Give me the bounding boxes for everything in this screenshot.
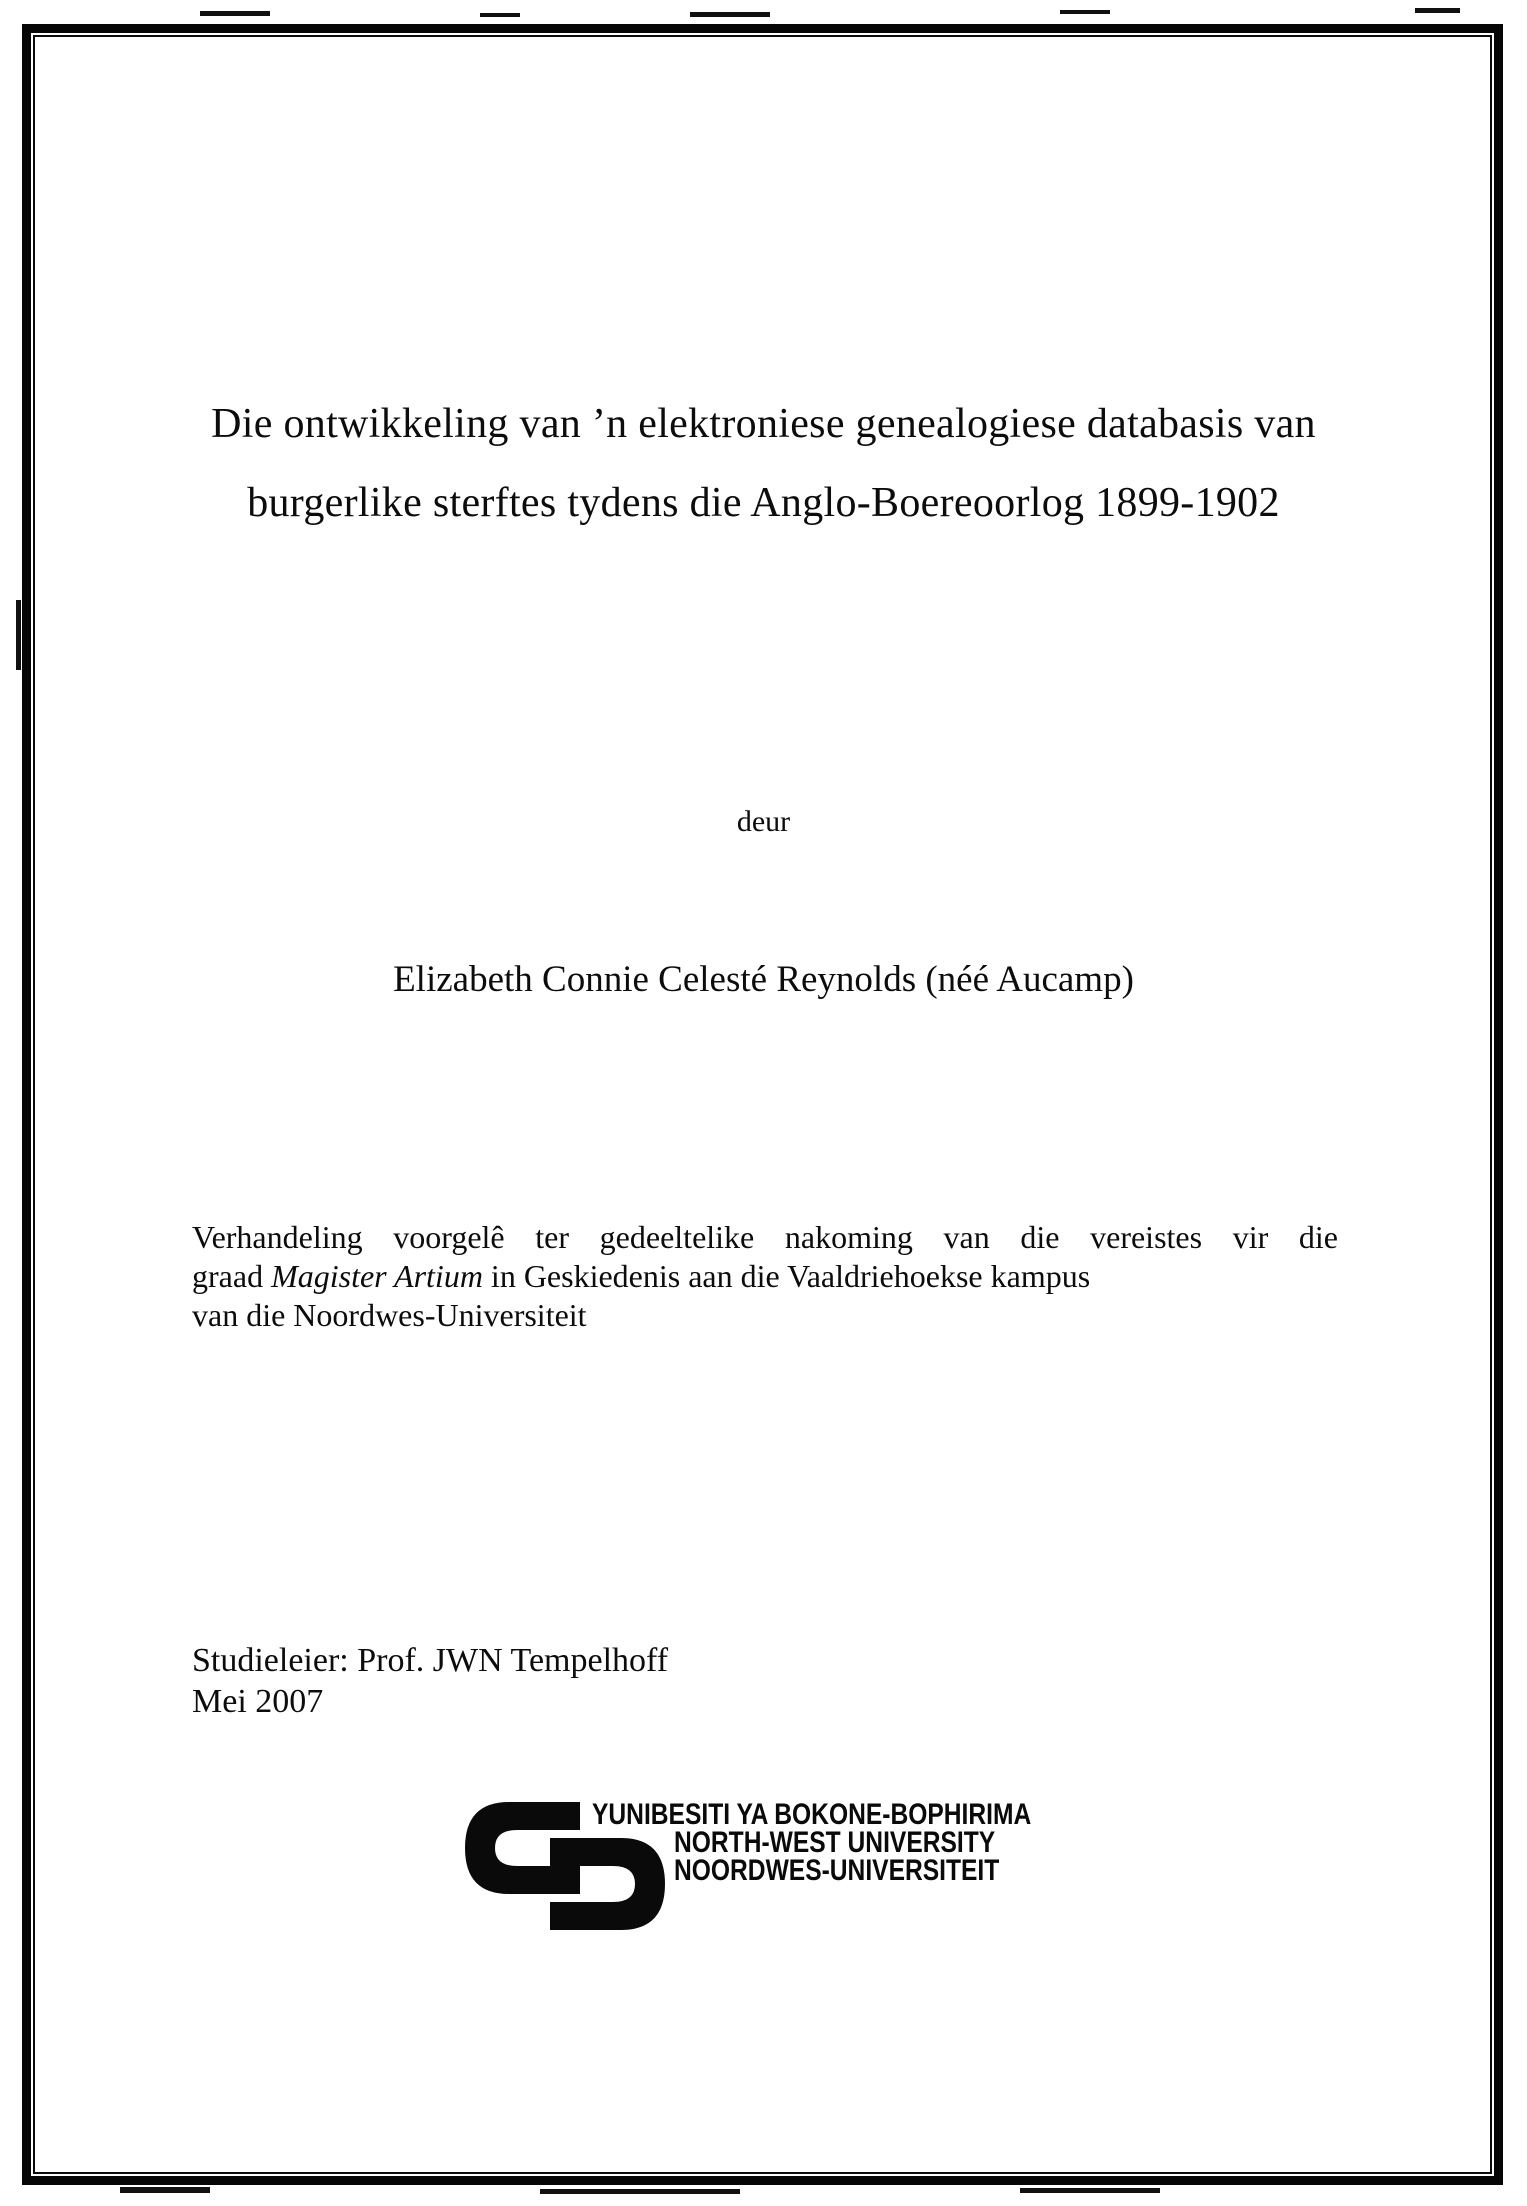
logo-text-line1: YUNIBESITI YA BOKONE-BOPHIRIMA — [592, 1798, 1032, 1831]
degree-statement-line2 — [192, 1257, 1338, 1296]
author-name: Elizabeth Connie Celesté Reynolds (néé Aucamp) — [393, 959, 1134, 1000]
supervisor-line: Studieleier: Prof. JWN Tempelhoff — [192, 1642, 669, 1679]
supervisor-block — [192, 1640, 668, 1722]
logo-text-line3: NOORDWES-UNIVERSITEIT — [674, 1854, 1000, 1887]
byline-label: deur — [736, 805, 791, 838]
university-logo-text — [592, 1798, 1032, 1887]
degree-statement-line2-suffix: in Geskiedenis aan die Vaaldriehoekse kampus — [482, 1258, 1091, 1294]
degree-name-italic: Magister Artium — [271, 1258, 483, 1294]
degree-statement-line2-prefix: graad — [192, 1258, 272, 1294]
thesis-title-line1: Die ontwikkeling van ’n elektroniese genealogiese databasis van — [211, 401, 1316, 447]
logo-text-line2: NORTH-WEST UNIVERSITY — [674, 1826, 996, 1859]
degree-statement-line1: Verhandeling voorgelê ter gedeeltelike nakoming van die vereistes vir die — [192, 1219, 1338, 1255]
degree-statement-line3: van die Noordwes-Universiteit — [192, 1297, 587, 1333]
degree-statement — [192, 1218, 1338, 1335]
thesis-title-line2: burgerlike sterftes tydens die Anglo-Boereoorlog 1899-1902 — [247, 480, 1280, 526]
thesis-title — [0, 385, 1527, 543]
date-line: Mei 2007 — [192, 1683, 324, 1720]
